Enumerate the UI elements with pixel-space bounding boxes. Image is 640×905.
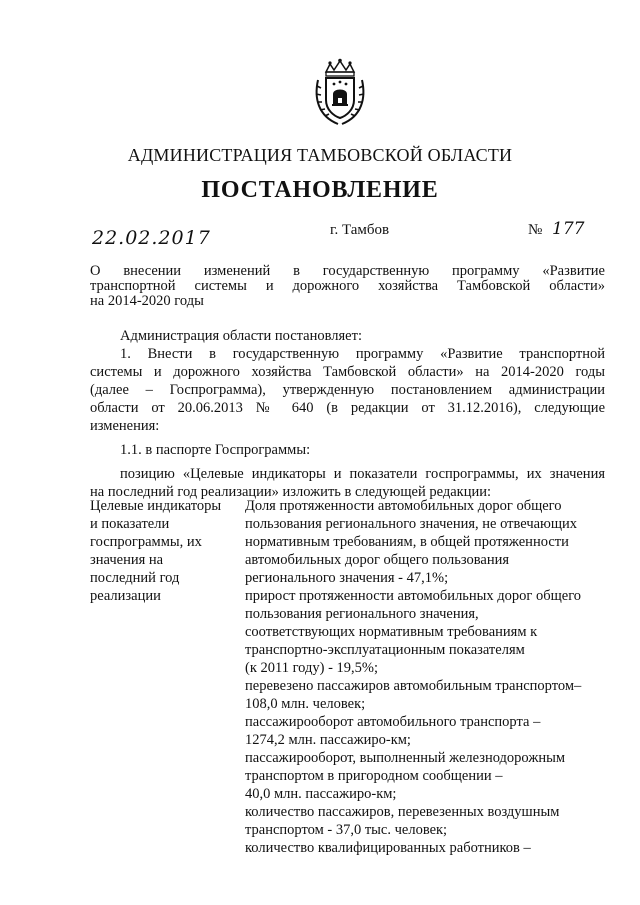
right-cell-line: прирост протяженности автомобильных дорог общего (245, 588, 582, 604)
position-paragraph (90, 465, 605, 501)
right-cell-line: пользования регионального значения, (245, 606, 479, 622)
subject-line: О внесении изменений в государственную программу «Развитие (90, 263, 605, 279)
document-type: ПОСТАНОВЛЕНИЕ (201, 177, 439, 203)
left-cell-line: госпрограммы, их (90, 534, 202, 550)
organization-name: АДМИНИСТРАЦИЯ ТАМБОВСКОЙ ОБЛАСТИ (127, 145, 513, 165)
left-cell-line: Целевые индикаторы (90, 498, 222, 514)
position-line: позицию «Целевые индикаторы и показатели госпрограммы, их значения (120, 466, 605, 482)
document-subject (90, 264, 605, 309)
document-body (90, 327, 605, 501)
right-cell-line: 40,0 млн. пассажиро-км; (245, 786, 397, 802)
left-cell-line: значения на (90, 552, 164, 568)
right-cell-line: количество квалифицированных работников – (245, 840, 531, 856)
right-cell-line: нормативным требованиям, в общей протяженности (245, 534, 569, 550)
intro-paragraph: Администрация области постановляет: (120, 328, 362, 344)
coat-of-arms-emblem (312, 58, 368, 128)
right-cell-line: пассажирооборот, выполненный железнодорожным (245, 750, 566, 766)
table-right-column (245, 497, 610, 857)
handwritten-number: 177 (552, 219, 585, 239)
item-1-line: 1. Внести в государственную программу «Развитие транспортной (120, 346, 605, 362)
item-1-line: области от 20.06.2013 № 640 (в редакции от 31.12.2016), следующие (90, 400, 605, 416)
right-cell-line: 108,0 млн. человек; (245, 696, 366, 712)
item-1-line: изменения: (90, 418, 160, 434)
item-1-line: системы и дорожного хозяйства Тамбовской области» на 2014-2020 годы (90, 364, 605, 380)
right-cell-line: перевезено пассажиров автомобильным транспортом– (245, 678, 582, 694)
table-left-column (90, 497, 235, 605)
city: г. Тамбов (330, 222, 390, 238)
left-cell-line: последний год (90, 570, 180, 586)
right-cell-line: соответствующих нормативным требованиям к (245, 624, 538, 640)
right-cell-line: (к 2011 году) - 19,5%; (245, 660, 379, 676)
left-cell-line: и показатели (90, 516, 170, 532)
item-1-1-paragraph: 1.1. в паспорте Госпрограммы: (120, 442, 311, 458)
left-cell-line: реализации (90, 588, 161, 604)
right-cell-line: регионального значения - 47,1%; (245, 570, 449, 586)
position-line: на последний год реализации» изложить в следующей редакции: (90, 484, 492, 500)
item-1-line: (далее – Госпрограмма), утвержденную постановлением администрации (90, 382, 605, 398)
right-cell-line: транспортом в пригородном сообщении – (245, 768, 503, 784)
item-1-paragraph (90, 345, 605, 435)
subject-line: на 2014-2020 годы (90, 293, 204, 309)
number-label: № (528, 222, 543, 238)
right-cell-line: транспортно-эксплуатационным показателям (245, 642, 525, 658)
right-cell-line: Доля протяженности автомобильных дорог общего (245, 498, 562, 514)
right-cell-line: количество пассажиров, перевезенных воздушным (245, 804, 560, 820)
handwritten-date: 22.02.2017 (92, 227, 211, 249)
right-cell-line: транспортом - 37,0 тыс. человек; (245, 822, 448, 838)
right-cell-line: автомобильных дорог общего пользования (245, 552, 510, 568)
right-cell-line: пассажирооборот автомобильного транспорта – (245, 714, 541, 730)
right-cell-line: пользования регионального значения, не отвечающих (245, 516, 578, 532)
subject-line: транспортной системы и дорожного хозяйства Тамбовской области» (90, 278, 605, 294)
right-cell-line: 1274,2 млн. пассажиро-км; (245, 732, 411, 748)
